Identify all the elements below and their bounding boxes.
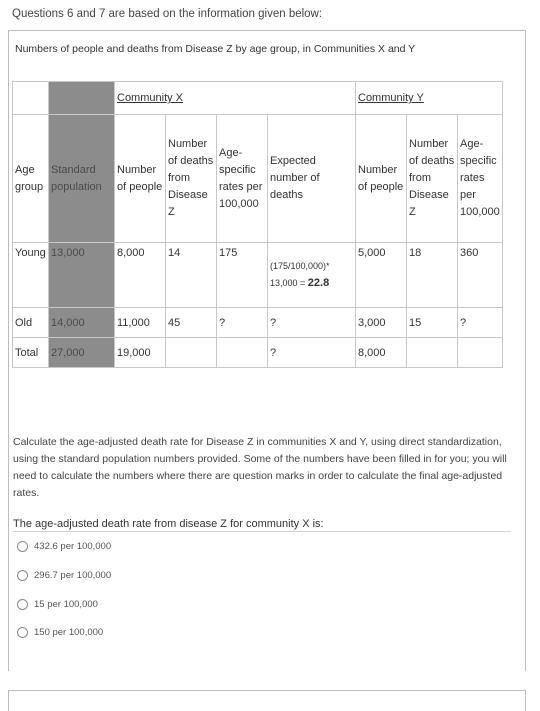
expected-formula-line1: (175/100,000)* bbox=[270, 261, 330, 271]
header-x-deaths: Number of deaths from Disease Z bbox=[166, 115, 217, 243]
answer-option-label: 296.7 per 100,000 bbox=[34, 570, 112, 581]
row-young-x-expected bbox=[268, 243, 356, 308]
answer-option-3[interactable] bbox=[17, 599, 98, 610]
radio-button-icon[interactable] bbox=[17, 627, 28, 638]
answer-option-label: 432.6 per 100,000 bbox=[34, 541, 112, 552]
answer-option-label: 150 per 100,000 bbox=[34, 627, 104, 638]
intro-text: Questions 6 and 7 are based on the information given below: bbox=[12, 8, 323, 20]
community-x-header: Community X bbox=[115, 82, 356, 115]
row-total-y-rate bbox=[458, 338, 503, 368]
row-total-y-deaths bbox=[407, 338, 458, 368]
row-young-y-people: 5,000 bbox=[356, 243, 407, 308]
row-old-y-rate: ? bbox=[458, 308, 503, 338]
row-young-y-deaths: 18 bbox=[407, 243, 458, 308]
header-x-people: Number of people bbox=[115, 115, 166, 243]
row-young-x-people: 8,000 bbox=[115, 243, 166, 308]
row-young-age: Young bbox=[13, 243, 49, 308]
row-young-x-rate: 175 bbox=[217, 243, 268, 308]
header-y-deaths: Number of deaths from Disease Z bbox=[407, 115, 458, 243]
row-total-age: Total bbox=[13, 338, 49, 368]
row-old-x-deaths: 45 bbox=[166, 308, 217, 338]
question-text: The age-adjusted death rate from disease Z for community X is: bbox=[13, 518, 324, 530]
header-y-people: Number of people bbox=[356, 115, 407, 243]
row-old-y-deaths: 15 bbox=[407, 308, 458, 338]
row-young-std: 13,000 bbox=[49, 243, 115, 308]
answer-option-label: 15 per 100,000 bbox=[34, 599, 98, 610]
table-caption: Numbers of people and deaths from Disease Z by age group, in Communities X and Y bbox=[15, 43, 416, 55]
blank-corner bbox=[13, 82, 49, 115]
row-total-y-people: 8,000 bbox=[356, 338, 407, 368]
header-x-expected: Expected number of deaths bbox=[268, 115, 356, 243]
options-divider-top bbox=[13, 531, 511, 532]
next-question-card bbox=[8, 690, 526, 711]
row-old-y-people: 3,000 bbox=[356, 308, 407, 338]
row-old-std: 14,000 bbox=[49, 308, 115, 338]
header-age-group: Age group bbox=[13, 115, 49, 243]
row-old-x-rate: ? bbox=[217, 308, 268, 338]
header-standard-population: Standard population bbox=[49, 115, 115, 243]
answer-option-2[interactable] bbox=[17, 570, 111, 581]
answer-option-1[interactable] bbox=[17, 541, 111, 552]
row-total-std: 27,000 bbox=[49, 338, 115, 368]
row-old-age: Old bbox=[13, 308, 49, 338]
radio-button-icon[interactable] bbox=[17, 599, 28, 610]
header-x-rates: Age-specific rates per 100,000 bbox=[217, 115, 268, 243]
radio-button-icon[interactable] bbox=[17, 541, 28, 552]
answer-option-4[interactable] bbox=[17, 627, 103, 638]
expected-formula-line2 bbox=[270, 275, 353, 292]
question-card bbox=[8, 30, 526, 671]
expected-formula-lhs: 13,000 = bbox=[270, 278, 308, 288]
row-total-x-deaths bbox=[166, 338, 217, 368]
row-total-x-expected: ? bbox=[268, 338, 356, 368]
row-old-x-expected: ? bbox=[268, 308, 356, 338]
row-old-x-people: 11,000 bbox=[115, 308, 166, 338]
row-young-x-deaths: 14 bbox=[166, 243, 217, 308]
row-young-y-rate: 360 bbox=[458, 243, 503, 308]
instructions-text: Calculate the age-adjusted death rate for Disease Z in communities X and Y, using direct standardization, using the standard population numbers provided. Some of the numbers have been filled in for you; you will need to calculate the numbers where there are question marks in order to calculate the final age-adjusted rates. bbox=[13, 436, 507, 499]
data-table bbox=[12, 81, 503, 368]
community-y-header: Community Y bbox=[356, 82, 503, 115]
radio-button-icon[interactable] bbox=[17, 570, 28, 581]
gray-corner bbox=[49, 82, 115, 115]
header-y-rates: Age-specific rates per 100,000 bbox=[458, 115, 503, 243]
expected-formula-result: 22.8 bbox=[307, 277, 330, 289]
row-total-x-people: 19,000 bbox=[115, 338, 166, 368]
row-total-x-rate bbox=[217, 338, 268, 368]
